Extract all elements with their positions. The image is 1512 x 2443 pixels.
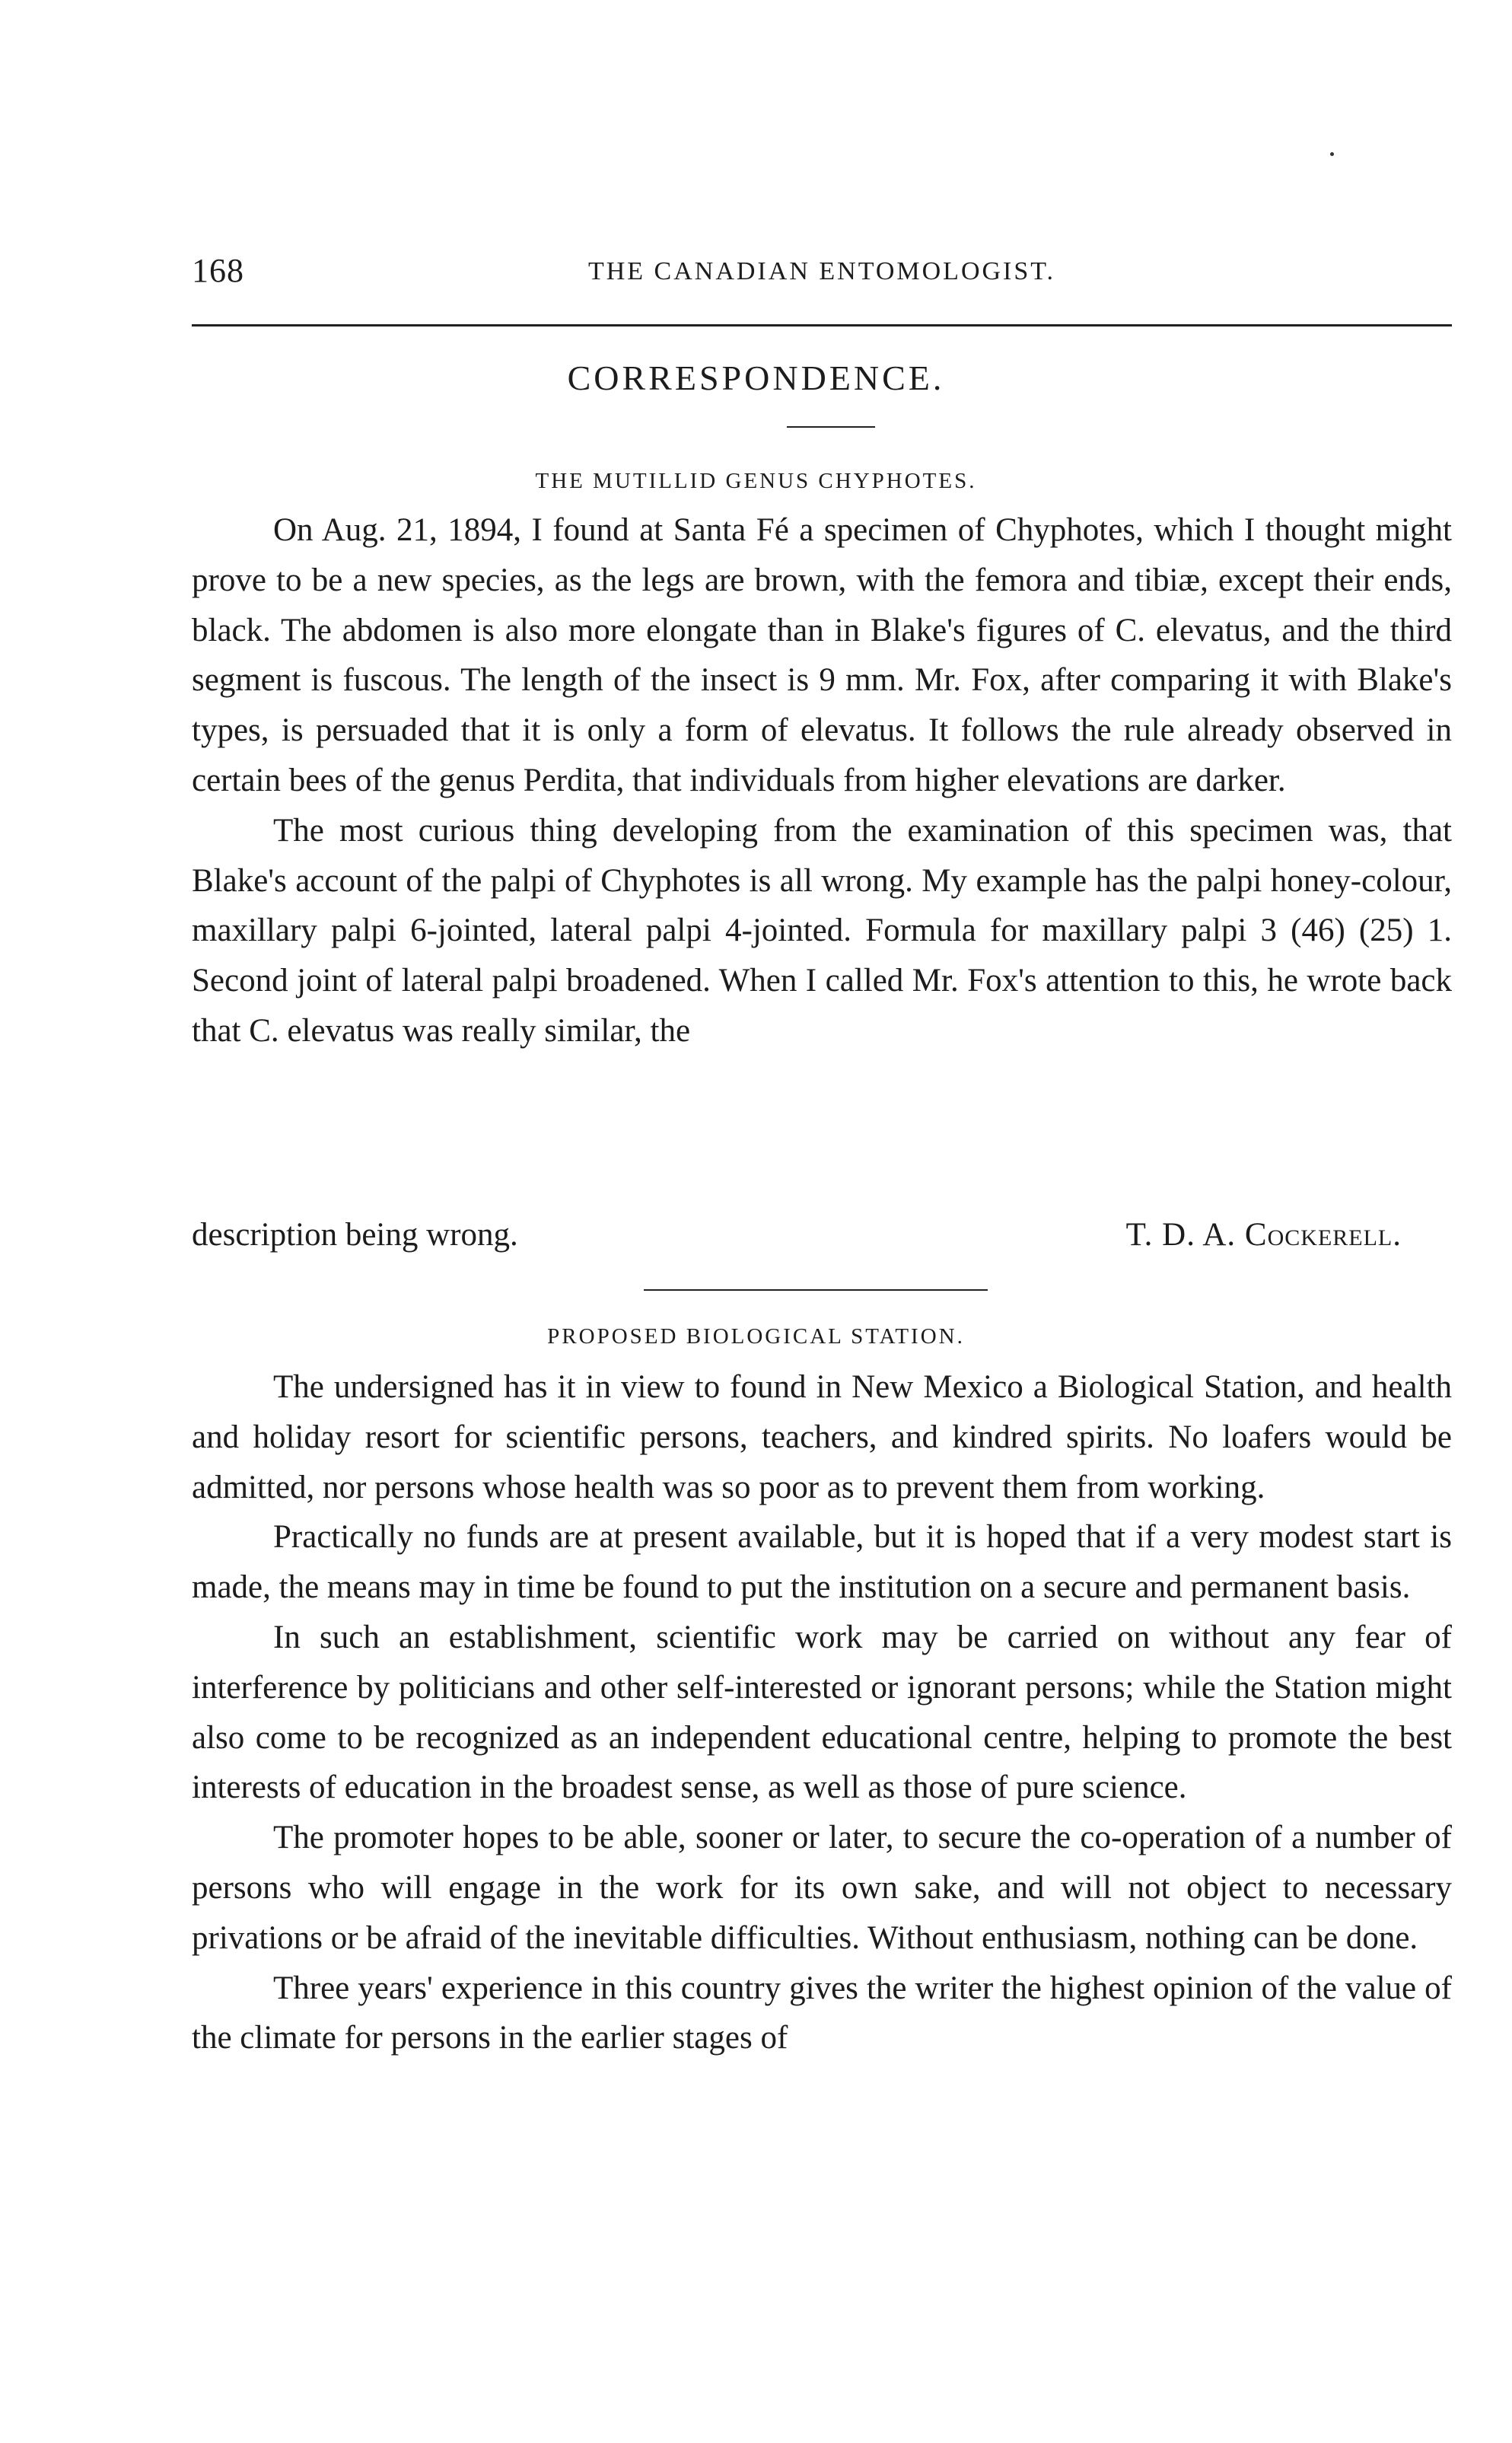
- paragraph: The promoter hopes to be able, sooner or later, to secure the co-operation of a number of persons who will engage in the work for its own sake, and will not object to necessary privations or be afraid of the inevitable difficulties. Without enthusiasm, nothing can be done.: [192, 1820, 1452, 1956]
- paragraph: In such an establishment, scientific work may be carried on without any fear of interference by politicians and other self-interested or ignorant persons; while the Station might also come to be recognized as an independent educational centre, helping to promote the best interests of education in the broadest sense, as well as those of pure science.: [192, 1619, 1452, 1806]
- paragraph: On Aug. 21, 1894, I found at Santa Fé a specimen of Chyphotes, which I thought might prove to be a new species, as the legs are brown, with the femora and tibiæ, except their ends, black. The abdomen is also more elongate than in Blake's figures of C. elevatus, and the third segment is fuscous. The length of the insect is 9 mm. Mr. Fox, after comparing it with Blake's types, is persuaded that it is only a form of elevatus. It follows the rule already observed in certain bees of the genus Perdita, that individuals from higher elevations are darker.: [192, 512, 1452, 798]
- page-number: 168: [192, 252, 244, 289]
- paragraph: The most curious thing developing from the examination of this specimen was, that Blake's account of the palpi of Chyphotes is all wrong. My example has the palpi honey-colour, maxillary palpi 6-jointed, lateral palpi 4-jointed. Formula for maxillary palpi 3 (46) (25) 1. Second joint of lateral palpi broadened. When I called Mr. Fox's attention to this, he wrote back that C. elevatus was really similar, the: [192, 812, 1452, 1049]
- article-heading-chyphotes: THE MUTILLID GENUS CHYPHOTES.: [535, 469, 977, 493]
- paragraph: Three years' experience in this country gives the writer the highest opinion of the value of the climate for persons in the earlier stages of: [192, 1970, 1452, 2056]
- header-rule: [192, 324, 1452, 326]
- section-title: CORRESPONDENCE.: [567, 358, 945, 397]
- closing-text: description being wrong.: [192, 1217, 518, 1253]
- paragraph: Practically no funds are at present available, but it is hoped that if a very modest start is made, the means may in time be found to put the institution on a secure and permanent basis.: [192, 1519, 1452, 1606]
- article-divider: [644, 1289, 988, 1291]
- article-body-station: [192, 1362, 1452, 2063]
- article-body-chyphotes: [192, 505, 1452, 1056]
- running-title: THE CANADIAN ENTOMOLOGIST.: [587, 257, 1056, 285]
- author-signature: T. D. A. Cockerell.: [1125, 1217, 1402, 1253]
- article-heading-station: PROPOSED BIOLOGICAL STATION.: [547, 1324, 965, 1349]
- title-divider: [787, 426, 875, 428]
- page-header: [192, 251, 1452, 297]
- paragraph: The undersigned has it in view to found in New Mexico a Biological Station, and health and holiday resort for scientific persons, teachers, and kindred spirits. No loafers would be admitted, nor persons whose health was so poor as to prevent them from working.: [192, 1369, 1452, 1505]
- print-speck: [1330, 152, 1334, 156]
